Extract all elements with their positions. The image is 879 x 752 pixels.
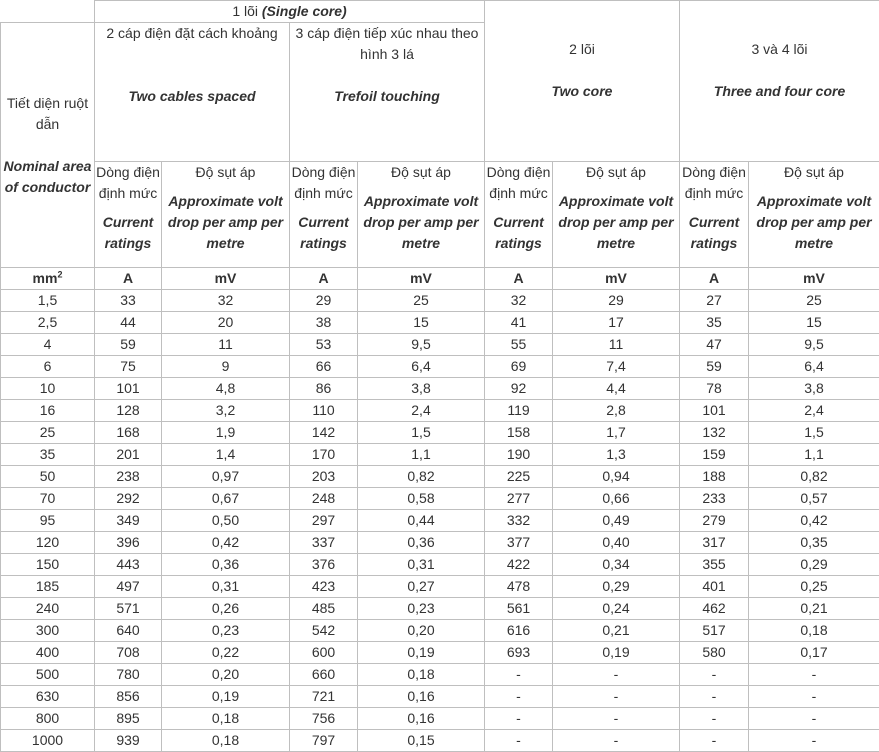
cell-current-two-core: 92 bbox=[485, 378, 553, 400]
cell-volt-two-core: 0,19 bbox=[553, 642, 680, 664]
cell-volt-two-core: 0,34 bbox=[553, 554, 680, 576]
cell-current-trefoil: 423 bbox=[290, 576, 358, 598]
cell-current-spaced: 895 bbox=[95, 708, 162, 730]
cell-current-three-four: 132 bbox=[680, 422, 749, 444]
table-row bbox=[1, 290, 879, 312]
cell-area: 2,5 bbox=[1, 312, 95, 334]
table-row bbox=[1, 466, 879, 488]
cell-volt-spaced: 0,26 bbox=[162, 598, 290, 620]
cell-current-two-core: - bbox=[485, 730, 553, 752]
cell-volt-trefoil: 25 bbox=[358, 290, 485, 312]
cell-current-spaced: 939 bbox=[95, 730, 162, 752]
cell-volt-trefoil: 15 bbox=[358, 312, 485, 334]
cell-current-trefoil: 203 bbox=[290, 466, 358, 488]
table-row bbox=[1, 422, 879, 444]
cell-current-spaced: 443 bbox=[95, 554, 162, 576]
cell-current-two-core: 225 bbox=[485, 466, 553, 488]
cell-volt-three-four: 0,18 bbox=[749, 620, 879, 642]
cell-current-trefoil: 660 bbox=[290, 664, 358, 686]
table-row bbox=[1, 686, 879, 708]
cell-volt-spaced: 0,31 bbox=[162, 576, 290, 598]
table-row bbox=[1, 598, 879, 620]
unit-area: $mm^2$ bbox=[1, 268, 95, 290]
cell-volt-two-core: 17 bbox=[553, 312, 680, 334]
cell-volt-spaced: 0,19 bbox=[162, 686, 290, 708]
cell-current-two-core: 332 bbox=[485, 510, 553, 532]
cell-volt-three-four: 0,29 bbox=[749, 554, 879, 576]
cell-current-three-four: 233 bbox=[680, 488, 749, 510]
cell-current-trefoil: 376 bbox=[290, 554, 358, 576]
cell-area: 1000 bbox=[1, 730, 95, 752]
table-row bbox=[1, 356, 879, 378]
cell-current-two-core: 119 bbox=[485, 400, 553, 422]
cell-volt-three-four: - bbox=[749, 664, 879, 686]
cell-current-trefoil: 297 bbox=[290, 510, 358, 532]
cell-volt-spaced: 32 bbox=[162, 290, 290, 312]
cell-volt-three-four: 0,25 bbox=[749, 576, 879, 598]
cell-current-three-four: 78 bbox=[680, 378, 749, 400]
unit-volt: mV bbox=[162, 268, 290, 290]
cell-current-two-core: 190 bbox=[485, 444, 553, 466]
cell-volt-trefoil: 0,18 bbox=[358, 664, 485, 686]
cell-current-spaced: 780 bbox=[95, 664, 162, 686]
cell-volt-spaced: 0,97 bbox=[162, 466, 290, 488]
cell-current-trefoil: 110 bbox=[290, 400, 358, 422]
cell-volt-two-core: 4,4 bbox=[553, 378, 680, 400]
cell-volt-three-four: 3,8 bbox=[749, 378, 879, 400]
table-row bbox=[1, 620, 879, 642]
cell-current-trefoil: 721 bbox=[290, 686, 358, 708]
cell-current-spaced: 44 bbox=[95, 312, 162, 334]
cell-current-spaced: 201 bbox=[95, 444, 162, 466]
cell-current-three-four: 401 bbox=[680, 576, 749, 598]
cell-current-trefoil: 86 bbox=[290, 378, 358, 400]
cell-volt-two-core: 0,40 bbox=[553, 532, 680, 554]
table-row bbox=[1, 312, 879, 334]
cell-area: 150 bbox=[1, 554, 95, 576]
cell-volt-two-core: 2,8 bbox=[553, 400, 680, 422]
cell-volt-spaced: 0,42 bbox=[162, 532, 290, 554]
cell-volt-trefoil: 0,23 bbox=[358, 598, 485, 620]
cell-current-spaced: 128 bbox=[95, 400, 162, 422]
cell-current-three-four: 47 bbox=[680, 334, 749, 356]
cell-current-spaced: 571 bbox=[95, 598, 162, 620]
cell-volt-two-core: - bbox=[553, 708, 680, 730]
cell-area: 185 bbox=[1, 576, 95, 598]
cell-volt-spaced: 3,2 bbox=[162, 400, 290, 422]
unit-volt: mV bbox=[749, 268, 879, 290]
cell-current-trefoil: 600 bbox=[290, 642, 358, 664]
cell-volt-three-four: 1,1 bbox=[749, 444, 879, 466]
cell-volt-spaced: 11 bbox=[162, 334, 290, 356]
cell-current-two-core: 158 bbox=[485, 422, 553, 444]
cell-volt-two-core: - bbox=[553, 686, 680, 708]
cell-current-spaced: 168 bbox=[95, 422, 162, 444]
cell-current-three-four: 159 bbox=[680, 444, 749, 466]
unit-volt: mV bbox=[358, 268, 485, 290]
cell-current-two-core: - bbox=[485, 708, 553, 730]
table-row bbox=[1, 576, 879, 598]
cell-current-two-core: 277 bbox=[485, 488, 553, 510]
cell-current-spaced: 101 bbox=[95, 378, 162, 400]
cell-volt-spaced: 0,36 bbox=[162, 554, 290, 576]
cell-area: 6 bbox=[1, 356, 95, 378]
cell-volt-two-core: 0,49 bbox=[553, 510, 680, 532]
cell-volt-three-four: 0,35 bbox=[749, 532, 879, 554]
cell-current-two-core: 561 bbox=[485, 598, 553, 620]
table-row bbox=[1, 400, 879, 422]
cell-current-two-core: - bbox=[485, 664, 553, 686]
cell-volt-trefoil: 0,82 bbox=[358, 466, 485, 488]
current-header-trefoil: Dòng điện định mức Current ratings bbox=[290, 162, 358, 268]
cell-current-spaced: 75 bbox=[95, 356, 162, 378]
cell-current-spaced: 396 bbox=[95, 532, 162, 554]
unit-volt: mV bbox=[553, 268, 680, 290]
table-row bbox=[1, 730, 879, 752]
cell-current-three-four: - bbox=[680, 686, 749, 708]
cell-volt-three-four: 15 bbox=[749, 312, 879, 334]
cell-current-three-four: 188 bbox=[680, 466, 749, 488]
table-row bbox=[1, 708, 879, 730]
cell-area: 500 bbox=[1, 664, 95, 686]
cell-current-spaced: 349 bbox=[95, 510, 162, 532]
cell-current-trefoil: 29 bbox=[290, 290, 358, 312]
cell-volt-three-four: 1,5 bbox=[749, 422, 879, 444]
cell-current-three-four: - bbox=[680, 708, 749, 730]
cell-current-trefoil: 542 bbox=[290, 620, 358, 642]
table-row bbox=[1, 334, 879, 356]
unit-current: A bbox=[95, 268, 162, 290]
current-header-two-core: Dòng điện định mức Current ratings bbox=[485, 162, 553, 268]
cell-volt-trefoil: 0,44 bbox=[358, 510, 485, 532]
cell-current-three-four: - bbox=[680, 730, 749, 752]
cell-area: 50 bbox=[1, 466, 95, 488]
cell-current-trefoil: 797 bbox=[290, 730, 358, 752]
cell-volt-trefoil: 0,16 bbox=[358, 686, 485, 708]
cell-volt-trefoil: 9,5 bbox=[358, 334, 485, 356]
trefoil-touching-header: 3 cáp điện tiếp xúc nhau theo hình 3 lá Trefoil touching bbox=[290, 23, 485, 162]
cell-volt-three-four: 9,5 bbox=[749, 334, 879, 356]
cell-current-three-four: 101 bbox=[680, 400, 749, 422]
cell-volt-two-core: 0,29 bbox=[553, 576, 680, 598]
cell-volt-trefoil: 1,5 bbox=[358, 422, 485, 444]
cell-volt-spaced: 0,50 bbox=[162, 510, 290, 532]
cell-volt-two-core: 0,66 bbox=[553, 488, 680, 510]
cell-volt-three-four: 0,21 bbox=[749, 598, 879, 620]
cell-current-trefoil: 38 bbox=[290, 312, 358, 334]
cell-volt-spaced: 1,4 bbox=[162, 444, 290, 466]
cell-area: 800 bbox=[1, 708, 95, 730]
single-core-header: 1 lõi (Single core) bbox=[95, 1, 485, 23]
cell-volt-trefoil: 1,1 bbox=[358, 444, 485, 466]
volt-header-three-four: Độ sụt áp Approximate volt drop per amp per metre bbox=[749, 162, 879, 268]
cell-area: 630 bbox=[1, 686, 95, 708]
cell-volt-trefoil: 0,16 bbox=[358, 708, 485, 730]
cell-current-trefoil: 53 bbox=[290, 334, 358, 356]
cell-volt-three-four: - bbox=[749, 730, 879, 752]
cell-volt-three-four: 2,4 bbox=[749, 400, 879, 422]
cell-current-two-core: 422 bbox=[485, 554, 553, 576]
cell-volt-spaced: 20 bbox=[162, 312, 290, 334]
cell-current-two-core: 478 bbox=[485, 576, 553, 598]
cell-current-three-four: 517 bbox=[680, 620, 749, 642]
cell-volt-two-core: - bbox=[553, 730, 680, 752]
cell-current-three-four: - bbox=[680, 664, 749, 686]
cell-area: 35 bbox=[1, 444, 95, 466]
cell-current-three-four: 59 bbox=[680, 356, 749, 378]
cell-volt-trefoil: 0,19 bbox=[358, 642, 485, 664]
cell-volt-three-four: 6,4 bbox=[749, 356, 879, 378]
two-cables-spaced-header: 2 cáp điện đặt cách khoảng Two cables spaced bbox=[95, 23, 290, 162]
table-row bbox=[1, 532, 879, 554]
cell-current-two-core: 32 bbox=[485, 290, 553, 312]
volt-header-two-core: Độ sụt áp Approximate volt drop per amp per metre bbox=[553, 162, 680, 268]
cell-current-spaced: 33 bbox=[95, 290, 162, 312]
cell-volt-three-four: - bbox=[749, 708, 879, 730]
cell-volt-spaced: 4,8 bbox=[162, 378, 290, 400]
cell-current-trefoil: 248 bbox=[290, 488, 358, 510]
cell-current-spaced: 856 bbox=[95, 686, 162, 708]
cell-volt-trefoil: 0,58 bbox=[358, 488, 485, 510]
cell-current-trefoil: 142 bbox=[290, 422, 358, 444]
cell-volt-trefoil: 3,8 bbox=[358, 378, 485, 400]
cell-area: 70 bbox=[1, 488, 95, 510]
cell-area: 400 bbox=[1, 642, 95, 664]
two-core-header: 2 lõi Two core bbox=[485, 1, 680, 162]
cell-current-spaced: 238 bbox=[95, 466, 162, 488]
cell-current-spaced: 497 bbox=[95, 576, 162, 598]
cell-current-two-core: 55 bbox=[485, 334, 553, 356]
cell-current-two-core: - bbox=[485, 686, 553, 708]
cell-volt-two-core: 0,21 bbox=[553, 620, 680, 642]
cell-current-spaced: 292 bbox=[95, 488, 162, 510]
cell-area: 95 bbox=[1, 510, 95, 532]
cell-current-trefoil: 756 bbox=[290, 708, 358, 730]
table-row bbox=[1, 444, 879, 466]
cell-volt-two-core: 1,3 bbox=[553, 444, 680, 466]
cell-volt-trefoil: 0,36 bbox=[358, 532, 485, 554]
unit-current: A bbox=[485, 268, 553, 290]
cell-current-three-four: 317 bbox=[680, 532, 749, 554]
three-four-core-header: 3 và 4 lõi Three and four core bbox=[680, 1, 879, 162]
cell-volt-trefoil: 0,31 bbox=[358, 554, 485, 576]
cell-volt-three-four: 0,57 bbox=[749, 488, 879, 510]
cell-current-two-core: 69 bbox=[485, 356, 553, 378]
cell-current-trefoil: 66 bbox=[290, 356, 358, 378]
table-body bbox=[1, 290, 879, 752]
cell-current-three-four: 355 bbox=[680, 554, 749, 576]
cell-current-two-core: 377 bbox=[485, 532, 553, 554]
unit-current: A bbox=[290, 268, 358, 290]
cell-area: 1,5 bbox=[1, 290, 95, 312]
current-header-spaced: Dòng điện định mức Current ratings bbox=[95, 162, 162, 268]
cell-current-trefoil: 485 bbox=[290, 598, 358, 620]
cell-volt-three-four: 25 bbox=[749, 290, 879, 312]
cell-area: 240 bbox=[1, 598, 95, 620]
volt-header-spaced: Độ sụt áp Approximate volt drop per amp per metre bbox=[162, 162, 290, 268]
cell-volt-three-four: 0,82 bbox=[749, 466, 879, 488]
cell-current-three-four: 35 bbox=[680, 312, 749, 334]
cell-area: 16 bbox=[1, 400, 95, 422]
cell-volt-two-core: 0,94 bbox=[553, 466, 680, 488]
cell-volt-trefoil: 0,15 bbox=[358, 730, 485, 752]
cell-current-spaced: 59 bbox=[95, 334, 162, 356]
cell-current-two-core: 41 bbox=[485, 312, 553, 334]
table-row bbox=[1, 554, 879, 576]
cell-volt-two-core: 1,7 bbox=[553, 422, 680, 444]
cell-area: 4 bbox=[1, 334, 95, 356]
cell-volt-two-core: - bbox=[553, 664, 680, 686]
table-row bbox=[1, 642, 879, 664]
unit-current: A bbox=[680, 268, 749, 290]
cell-volt-spaced: 0,18 bbox=[162, 708, 290, 730]
cell-volt-two-core: 7,4 bbox=[553, 356, 680, 378]
cell-volt-trefoil: 6,4 bbox=[358, 356, 485, 378]
cell-current-trefoil: 337 bbox=[290, 532, 358, 554]
cell-current-trefoil: 170 bbox=[290, 444, 358, 466]
cell-volt-spaced: 0,67 bbox=[162, 488, 290, 510]
volt-header-trefoil: Độ sụt áp Approximate volt drop per amp per metre bbox=[358, 162, 485, 268]
corner-blank bbox=[1, 1, 95, 23]
cell-volt-three-four: - bbox=[749, 686, 879, 708]
cell-current-three-four: 279 bbox=[680, 510, 749, 532]
cell-volt-trefoil: 2,4 bbox=[358, 400, 485, 422]
current-header-three-four: Dòng điện định mức Current ratings bbox=[680, 162, 749, 268]
cell-volt-spaced: 0,22 bbox=[162, 642, 290, 664]
cell-current-two-core: 693 bbox=[485, 642, 553, 664]
cell-volt-three-four: 0,42 bbox=[749, 510, 879, 532]
cell-volt-two-core: 0,24 bbox=[553, 598, 680, 620]
table-row bbox=[1, 378, 879, 400]
cell-area: 10 bbox=[1, 378, 95, 400]
cell-current-spaced: 708 bbox=[95, 642, 162, 664]
nominal-area-header: Tiết diện ruột dẫn Nominal area of conductor bbox=[1, 23, 95, 268]
table-row bbox=[1, 664, 879, 686]
cell-area: 25 bbox=[1, 422, 95, 444]
cell-volt-spaced: 9 bbox=[162, 356, 290, 378]
cell-volt-trefoil: 0,27 bbox=[358, 576, 485, 598]
cell-current-three-four: 27 bbox=[680, 290, 749, 312]
cell-area: 300 bbox=[1, 620, 95, 642]
cell-current-three-four: 462 bbox=[680, 598, 749, 620]
cell-volt-spaced: 0,23 bbox=[162, 620, 290, 642]
cell-area: 120 bbox=[1, 532, 95, 554]
cell-current-spaced: 640 bbox=[95, 620, 162, 642]
cell-volt-three-four: 0,17 bbox=[749, 642, 879, 664]
cell-volt-two-core: 11 bbox=[553, 334, 680, 356]
cell-volt-trefoil: 0,20 bbox=[358, 620, 485, 642]
table-row bbox=[1, 488, 879, 510]
cell-volt-spaced: 1,9 bbox=[162, 422, 290, 444]
cell-current-three-four: 580 bbox=[680, 642, 749, 664]
cell-current-two-core: 616 bbox=[485, 620, 553, 642]
cell-volt-spaced: 0,20 bbox=[162, 664, 290, 686]
table-row bbox=[1, 510, 879, 532]
cell-volt-spaced: 0,18 bbox=[162, 730, 290, 752]
cell-volt-two-core: 29 bbox=[553, 290, 680, 312]
